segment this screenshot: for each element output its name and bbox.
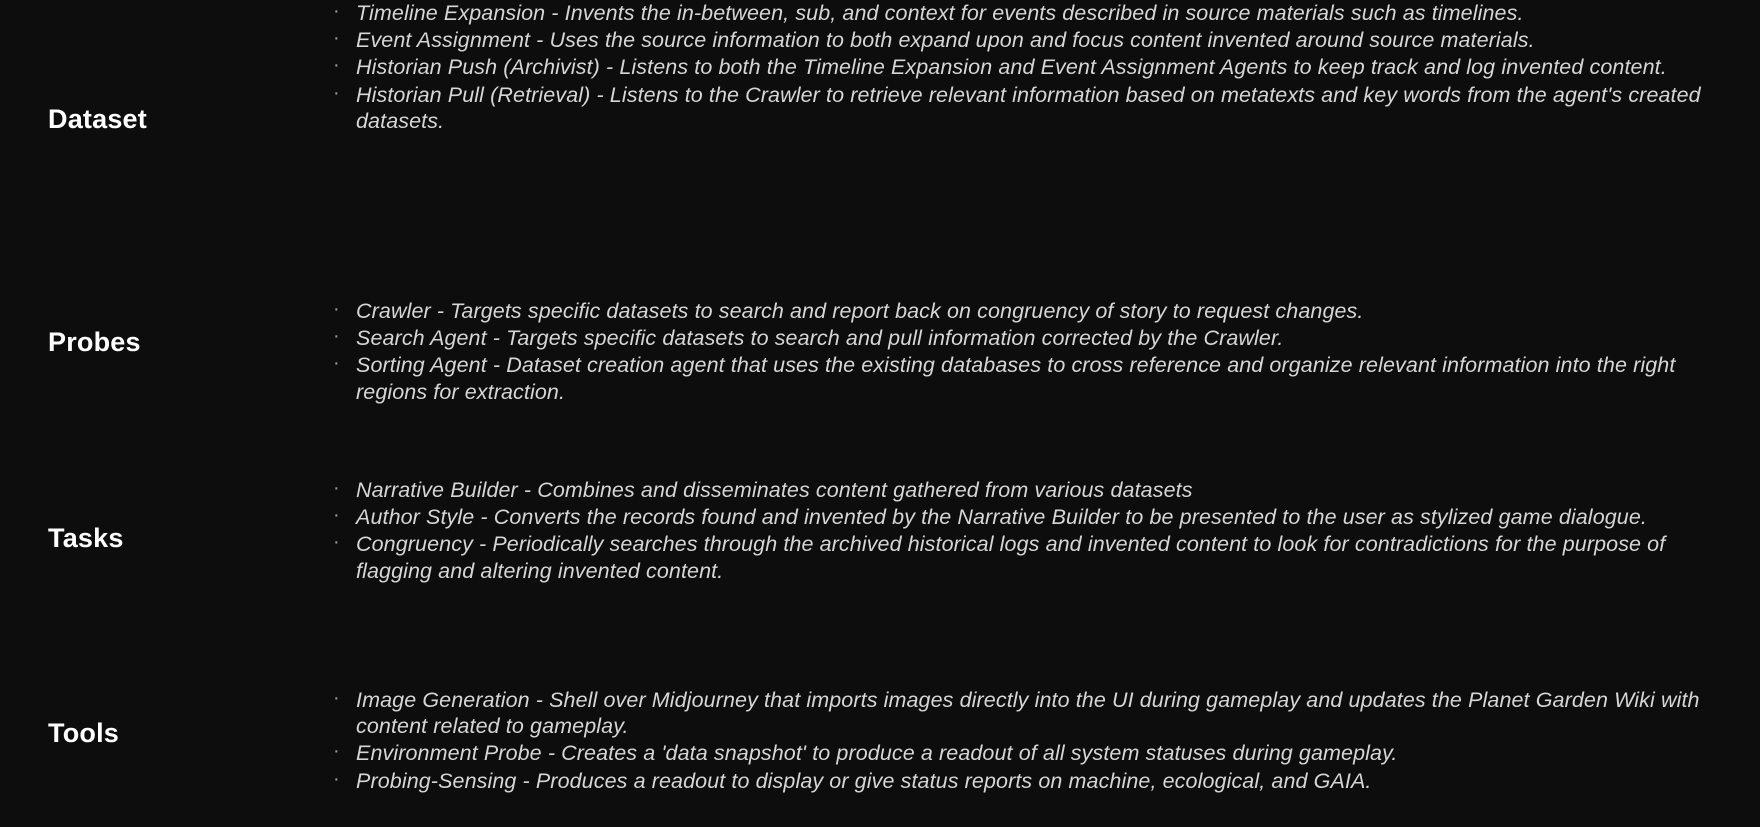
bullet-icon: · <box>333 767 340 790</box>
list-item-text: Search Agent - Targets specific datasets to search and pull information corrected by the Crawler. <box>356 326 1284 351</box>
list-item <box>330 298 1736 324</box>
section-items <box>330 477 1760 585</box>
list-item <box>330 82 1736 134</box>
list-item-text: Timeline Expansion - Invents the in-between, sub, and context for events described in source materials such as timelines. <box>356 1 1524 25</box>
bullet-icon: · <box>333 81 340 104</box>
list-item <box>330 768 1736 794</box>
bullet-icon: · <box>333 531 340 554</box>
list-item-text: Congruency - Periodically searches through the archived historical logs and invented content to look for contradictions for the purpose of flagging and altering invented content. <box>356 532 1666 583</box>
section-label: Tasks <box>48 523 124 553</box>
section-label: Tools <box>48 718 119 748</box>
bullet-icon: · <box>333 27 340 50</box>
list-item <box>330 352 1736 404</box>
bullet-icon: · <box>333 325 340 348</box>
list-item-text: Image Generation - Shell over Midjourney that imports images directly into the UI during gameplay and updates the Planet Garden Wiki with content related to gameplay. <box>356 688 1700 739</box>
section-label: Dataset <box>48 104 147 134</box>
list-item-text: Sorting Agent - Dataset creation agent that uses the existing databases to cross reference and organize relevant information into the right regions for extraction. <box>356 353 1676 404</box>
section-probes <box>0 298 1760 406</box>
item-list <box>330 477 1736 584</box>
bullet-icon: · <box>333 54 340 77</box>
item-list <box>330 687 1736 794</box>
list-item <box>330 27 1736 53</box>
section-label: Probes <box>48 327 141 357</box>
bullet-icon: · <box>333 352 340 375</box>
section-items <box>330 298 1760 406</box>
list-item <box>330 687 1736 739</box>
list-item-text: Environment Probe - Creates a 'data snapshot' to produce a readout of all system statuses during gameplay. <box>356 741 1398 766</box>
bullet-icon: · <box>333 0 340 22</box>
list-item-text: Crawler - Targets specific datasets to search and report back on congruency of story to request changes. <box>356 299 1364 323</box>
list-item <box>330 477 1736 503</box>
bullet-icon: · <box>333 740 340 763</box>
item-list <box>330 0 1736 134</box>
bullet-icon: · <box>333 477 340 499</box>
item-list <box>330 298 1736 405</box>
section-items <box>330 0 1760 135</box>
list-item <box>330 531 1736 583</box>
list-item-text: Historian Pull (Retrieval) - Listens to the Crawler to retrieve relevant information based on metatexts and key words from the agent's created datasets. <box>356 82 1701 133</box>
list-item <box>330 54 1736 80</box>
list-item <box>330 504 1736 530</box>
list-item-text: Historian Push (Archivist) - Listens to both the Timeline Expansion and Event Assignment Agents to keep track and log invented content. <box>356 55 1667 80</box>
bullet-icon: · <box>333 298 340 320</box>
list-item <box>330 740 1736 766</box>
list-item <box>330 0 1736 26</box>
section-dataset <box>0 0 1760 135</box>
bullet-icon: · <box>333 504 340 527</box>
bullet-icon: · <box>333 687 340 709</box>
section-items <box>330 687 1760 795</box>
list-item-text: Probing-Sensing - Produces a readout to display or give status reports on machine, ecological, and GAIA. <box>356 768 1372 793</box>
section-tasks <box>0 477 1760 585</box>
list-item-text: Event Assignment - Uses the source information to both expand upon and focus content invented around source materials. <box>356 28 1535 53</box>
list-item-text: Narrative Builder - Combines and disseminates content gathered from various datasets <box>356 478 1193 502</box>
section-tools <box>0 687 1760 795</box>
list-item <box>330 325 1736 351</box>
list-item-text: Author Style - Converts the records found and invented by the Narrative Builder to be presented to the user as stylized game dialogue. <box>356 505 1647 530</box>
